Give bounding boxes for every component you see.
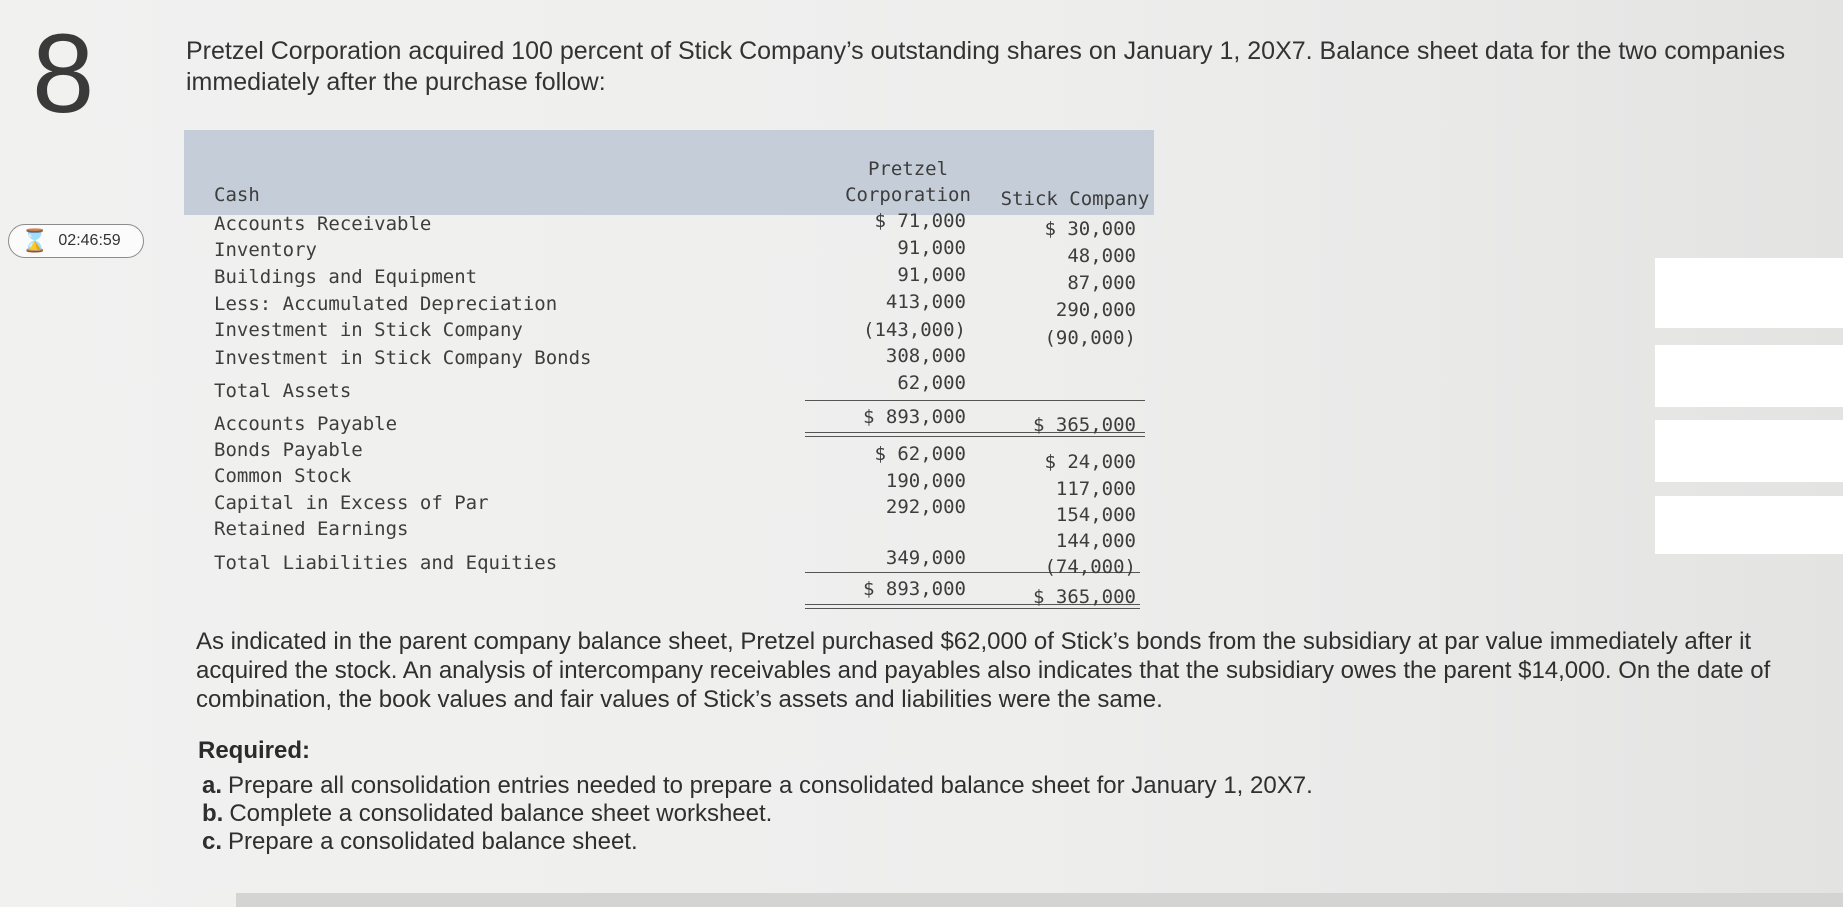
- stick-total-assets: $ 365,000: [1033, 414, 1136, 436]
- required-letter: c.: [202, 828, 223, 855]
- hourglass-icon: ⌛: [21, 228, 49, 253]
- required-letter: a.: [202, 772, 223, 799]
- required-item-b: [202, 800, 772, 828]
- explanation-paragraph: As indicated in the parent company balance sheet, Pretzel purchased $62,000 of Stick’s bonds from the subsidiary at par value immediately after it acquired the stock. An analysis of intercompany receivables and payables also indicates that the subsidiary owes the parent $14,000. On the date of combination, the book values and fair values of Stick’s assets and liabilities were the same.: [196, 628, 1771, 713]
- timer-badge[interactable]: [8, 224, 144, 258]
- subtotal-rule: [805, 400, 1145, 401]
- row-label: Bonds Payable: [214, 439, 363, 461]
- stick-value: (90,000): [1044, 327, 1136, 349]
- stick-value: $ 24,000: [1044, 451, 1136, 473]
- row-label: Accounts Payable: [214, 413, 398, 435]
- row-label: Total Assets: [214, 380, 352, 402]
- header-stick: Stick Company: [1000, 188, 1150, 210]
- row-label: Investment in Stick Company: [214, 319, 523, 341]
- pretzel-value: 91,000: [897, 264, 966, 286]
- window-glare: [1655, 496, 1843, 554]
- required-text: Prepare all consolidation entries needed to prepare a consolidated balance sheet for January 1, 20X7.: [228, 772, 1313, 799]
- stick-total-liabilities: $ 365,000: [1033, 586, 1136, 608]
- row-label: Total Liabilities and Equities: [214, 552, 558, 574]
- required-heading: Required:: [198, 737, 311, 764]
- row-label: Capital in Excess of Par: [214, 492, 489, 514]
- stick-value: 290,000: [1055, 299, 1136, 321]
- row-label: Investment in Stick Company Bonds: [214, 347, 592, 369]
- stick-value: 117,000: [1055, 478, 1136, 500]
- row-label: Retained Earnings: [214, 518, 409, 540]
- window-glare: [1655, 345, 1843, 407]
- pretzel-total-assets: $ 893,000: [863, 406, 966, 428]
- stick-value: 154,000: [1055, 504, 1136, 526]
- row-label: Less: Accumulated Depreciation: [214, 293, 558, 315]
- row-label: Common Stock: [214, 465, 352, 487]
- pretzel-value: 349,000: [885, 547, 966, 569]
- question-number: 8: [32, 11, 95, 136]
- question-intro: Pretzel Corporation acquired 100 percent of Stick Company’s outstanding shares on January 1, 20X7. Balance sheet data for the two companies immediately after the purchase follow:: [186, 37, 1786, 96]
- stick-value: 48,000: [1067, 245, 1136, 267]
- required-item-c: [202, 828, 638, 856]
- timer-value: 02:46:59: [58, 232, 121, 249]
- pretzel-value: $ 62,000: [874, 443, 966, 465]
- header-pretzel-line1: Pretzel: [867, 158, 949, 180]
- header-pretzel-line2: Corporation: [845, 184, 971, 206]
- row-label: Cash: [214, 184, 260, 206]
- row-label: Inventory: [214, 239, 317, 261]
- required-text: Complete a consolidated balance sheet worksheet.: [229, 800, 773, 827]
- pretzel-value: 292,000: [885, 496, 966, 518]
- pretzel-total-liabilities: $ 893,000: [863, 578, 966, 600]
- row-label: Buildings and Equipment: [214, 266, 478, 288]
- bottom-edge-bar: [236, 893, 1843, 907]
- pretzel-value: $ 71,000: [874, 210, 966, 232]
- window-glare: [1655, 420, 1843, 482]
- required-letter: b.: [202, 800, 224, 827]
- pretzel-value: 308,000: [885, 345, 966, 367]
- stick-value: $ 30,000: [1044, 218, 1136, 240]
- required-text: Prepare a consolidated balance sheet.: [228, 828, 638, 855]
- required-item-a: [202, 772, 1313, 800]
- pretzel-value: 62,000: [897, 372, 966, 394]
- stick-value: (74,000): [1044, 556, 1136, 578]
- pretzel-value: 413,000: [885, 291, 966, 313]
- pretzel-value: 190,000: [885, 470, 966, 492]
- stick-value: 87,000: [1067, 272, 1136, 294]
- stick-value: 144,000: [1055, 530, 1136, 552]
- pretzel-value: 91,000: [897, 237, 966, 259]
- window-glare: [1655, 258, 1843, 328]
- row-label: Accounts Receivable: [214, 213, 432, 235]
- pretzel-value: (143,000): [863, 319, 966, 341]
